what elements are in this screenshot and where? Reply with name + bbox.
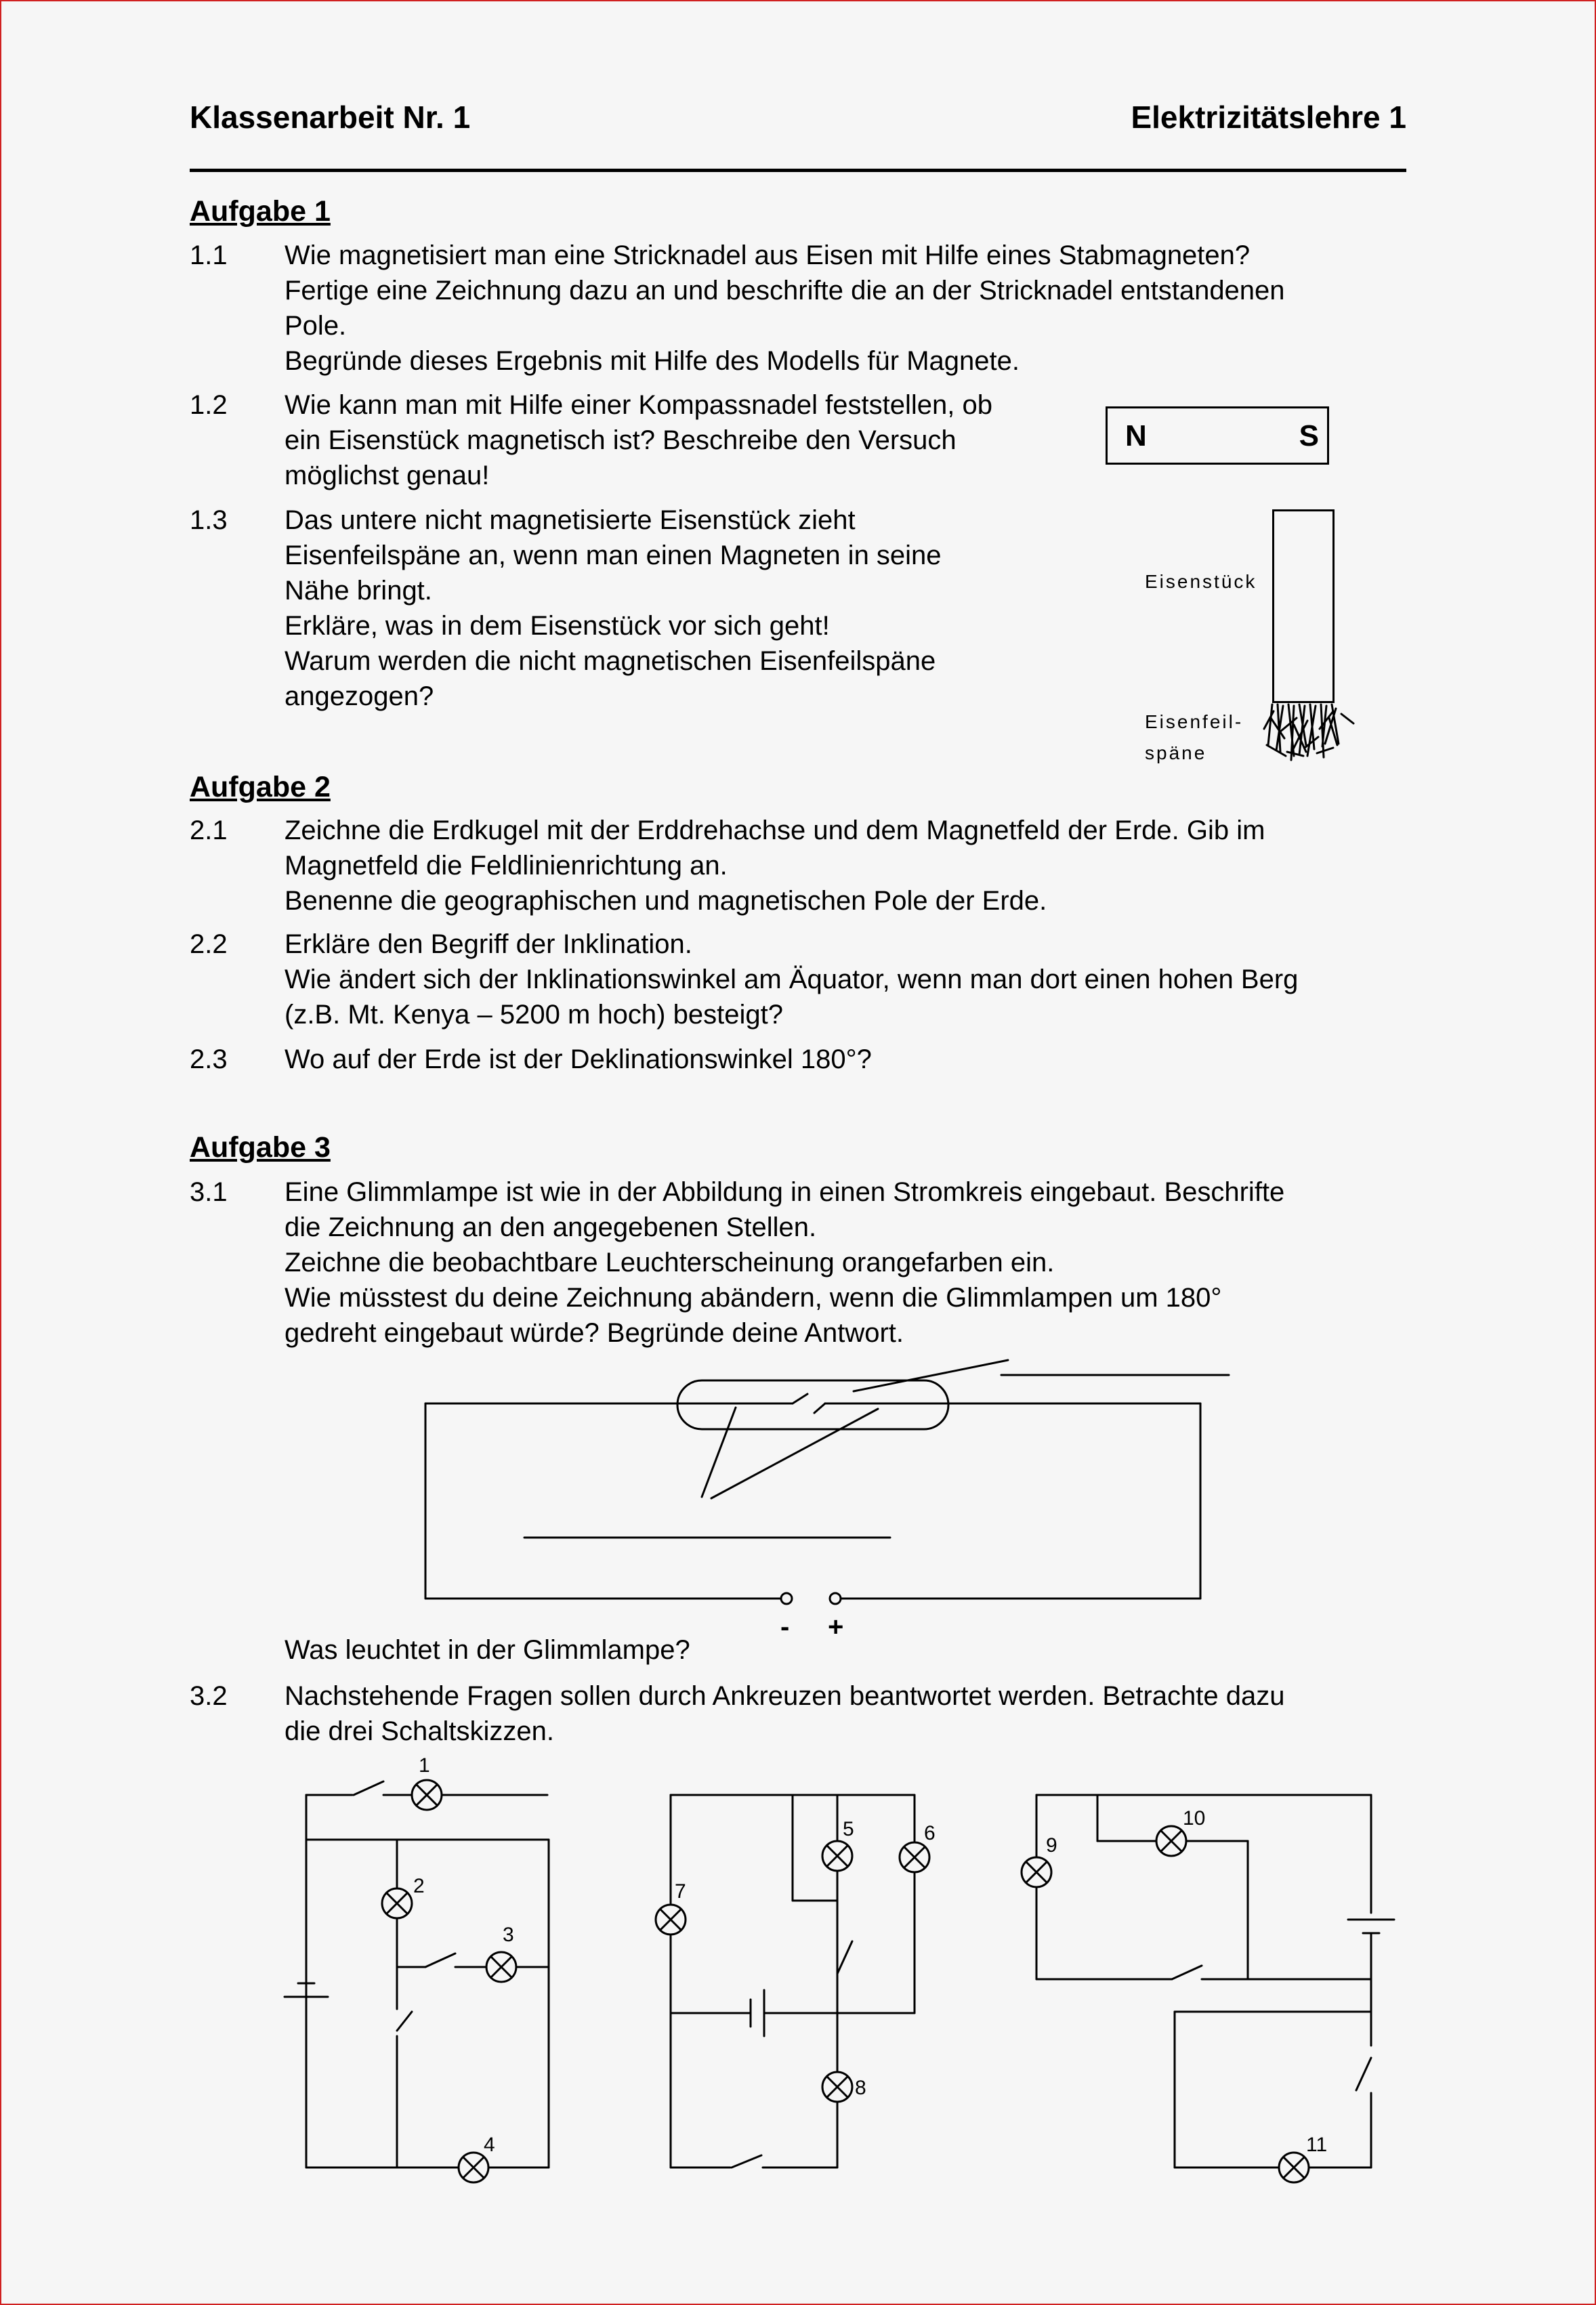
section-title-aufgabe-3: Aufgabe 3 — [190, 1131, 331, 1164]
lamp-number: 9 — [1046, 1834, 1057, 1857]
question-text: Begründe dieses Ergebnis mit Hilfe des Modells für Magnete. — [285, 346, 1020, 376]
question-text: gedreht eingebaut würde? Begründe deine Antwort. — [285, 1318, 904, 1348]
question-number: 2.2 — [190, 929, 228, 959]
lamp-icon — [1022, 1857, 1051, 1887]
lamp-number: 11 — [1306, 2134, 1328, 2156]
question-number: 2.1 — [190, 816, 228, 845]
header-subject: Elektrizitätslehre 1 — [1131, 100, 1406, 135]
iron-piece-label: Eisenstück — [1145, 571, 1257, 592]
question-number: 3.2 — [190, 1681, 228, 1711]
lamp-number: 5 — [843, 1818, 854, 1840]
question-text: möglichst genau! — [285, 461, 490, 490]
lamp-icon — [900, 1842, 929, 1872]
question-text: Zeichne die Erdkugel mit der Erddrehachse und dem Magnetfeld der Erde. Gib im — [285, 816, 1265, 845]
lamp-icon — [412, 1780, 442, 1810]
question-number: 1.1 — [190, 240, 228, 270]
question-text: Das untere nicht magnetisierte Eisenstück zieht — [285, 505, 856, 535]
question-text: Eine Glimmlampe ist wie in der Abbildung in einen Stromkreis eingebaut. Beschrifte — [285, 1177, 1285, 1207]
question-text: Benenne die geographischen und magnetischen Pole der Erde. — [285, 886, 1047, 916]
question-number: 2.3 — [190, 1044, 228, 1074]
lamp-number: 3 — [503, 1924, 514, 1946]
question-text: Warum werden die nicht magnetischen Eisenfeilspäne — [285, 646, 936, 676]
lamp-icon — [822, 1841, 852, 1871]
lamp-number: 1 — [419, 1754, 430, 1777]
question-text: Wo auf der Erde ist der Deklinationswinkel 180°? — [285, 1044, 872, 1074]
question-text: Eisenfeilspäne an, wenn man einen Magneten in seine — [285, 541, 942, 570]
magnet-north-label: N — [1125, 419, 1147, 452]
question-text: Nähe bringt. — [285, 576, 432, 606]
terminal-plus — [830, 1593, 841, 1604]
question-text: die Zeichnung an den angegebenen Stellen. — [285, 1212, 817, 1242]
magnet-south-label: S — [1299, 419, 1319, 452]
circuit-sketch-3 — [1036, 1795, 1394, 2167]
terminal-minus-label: - — [780, 1612, 790, 1642]
question-text: ein Eisenstück magnetisch ist? Beschreibe den Versuch — [285, 425, 957, 455]
label-pointer — [702, 1408, 736, 1497]
question-text: Fertige eine Zeichnung dazu an und beschrifte die an der Stricknadel entstandenen — [285, 276, 1285, 305]
question-text: Wie ändert sich der Inklinationswinkel am Äquator, wenn man dort einen hohen Berg — [285, 965, 1299, 994]
lamp-icon — [382, 1888, 412, 1918]
terminal-plus-label: + — [828, 1612, 844, 1642]
question-text: Wie magnetisiert man eine Stricknadel aus Eisen mit Hilfe eines Stabmagneten? — [285, 240, 1251, 270]
section-title-aufgabe-1: Aufgabe 1 — [190, 195, 331, 228]
question-text: Zeichne die beobachtbare Leuchterscheinung orangefarben ein. — [285, 1248, 1055, 1277]
question-text: Was leuchtet in der Glimmlampe? — [285, 1635, 690, 1665]
lamp-icon — [1156, 1826, 1186, 1856]
question-number: 3.1 — [190, 1177, 228, 1207]
lamp-number: 2 — [413, 1875, 425, 1897]
question-text: Pole. — [285, 311, 347, 341]
question-text: Nachstehende Fragen sollen durch Ankreuzen beantwortet werden. Betrachte dazu — [285, 1681, 1285, 1711]
circuit-sketch-2 — [671, 1795, 915, 2167]
section-title-aufgabe-2: Aufgabe 2 — [190, 771, 331, 803]
lamp-number: 4 — [484, 2134, 495, 2156]
lamp-icon — [656, 1905, 686, 1934]
filings-label: späne — [1145, 742, 1207, 763]
lamp-number: 7 — [675, 1880, 686, 1903]
label-pointer — [711, 1409, 878, 1498]
lamp-numbers — [413, 1754, 1327, 2156]
header-title: Klassenarbeit Nr. 1 — [190, 100, 471, 135]
terminal-minus — [781, 1593, 792, 1604]
question-text: Magnetfeld die Feldlinienrichtung an. — [285, 851, 728, 881]
glow-lamp-electrode — [814, 1403, 825, 1413]
question-text: (z.B. Mt. Kenya – 5200 m hoch) besteigt? — [285, 1000, 783, 1030]
lamp-number: 8 — [855, 2077, 866, 2099]
glow-lamp-bulb — [677, 1380, 948, 1429]
question-text: Erkläre den Begriff der Inklination. — [285, 929, 692, 959]
question-text: die drei Schaltskizzen. — [285, 1716, 554, 1746]
filings-label: Eisenfeil- — [1145, 711, 1244, 732]
question-text: Wie müsstest du deine Zeichnung abändern, wenn die Glimmlampen um 180° — [285, 1283, 1222, 1313]
lamp-icon — [822, 2072, 852, 2102]
lamp-icon — [1279, 2153, 1309, 2182]
label-pointer — [854, 1360, 1008, 1391]
question-text: Erkläre, was in dem Eisenstück vor sich geht! — [285, 611, 830, 641]
glow-lamp-circuit — [425, 1360, 1229, 1604]
lamp-number: 6 — [924, 1822, 936, 1844]
question-number: 1.2 — [190, 390, 228, 420]
iron-filings — [1264, 704, 1353, 760]
question-text: angezogen? — [285, 681, 434, 711]
lamp-number: 10 — [1183, 1807, 1206, 1830]
question-number: 1.3 — [190, 505, 228, 535]
lamp-icon — [459, 2153, 488, 2182]
lamp-icon — [486, 1952, 516, 1982]
question-text: Wie kann man mit Hilfe einer Kompassnadel feststellen, ob — [285, 390, 992, 420]
